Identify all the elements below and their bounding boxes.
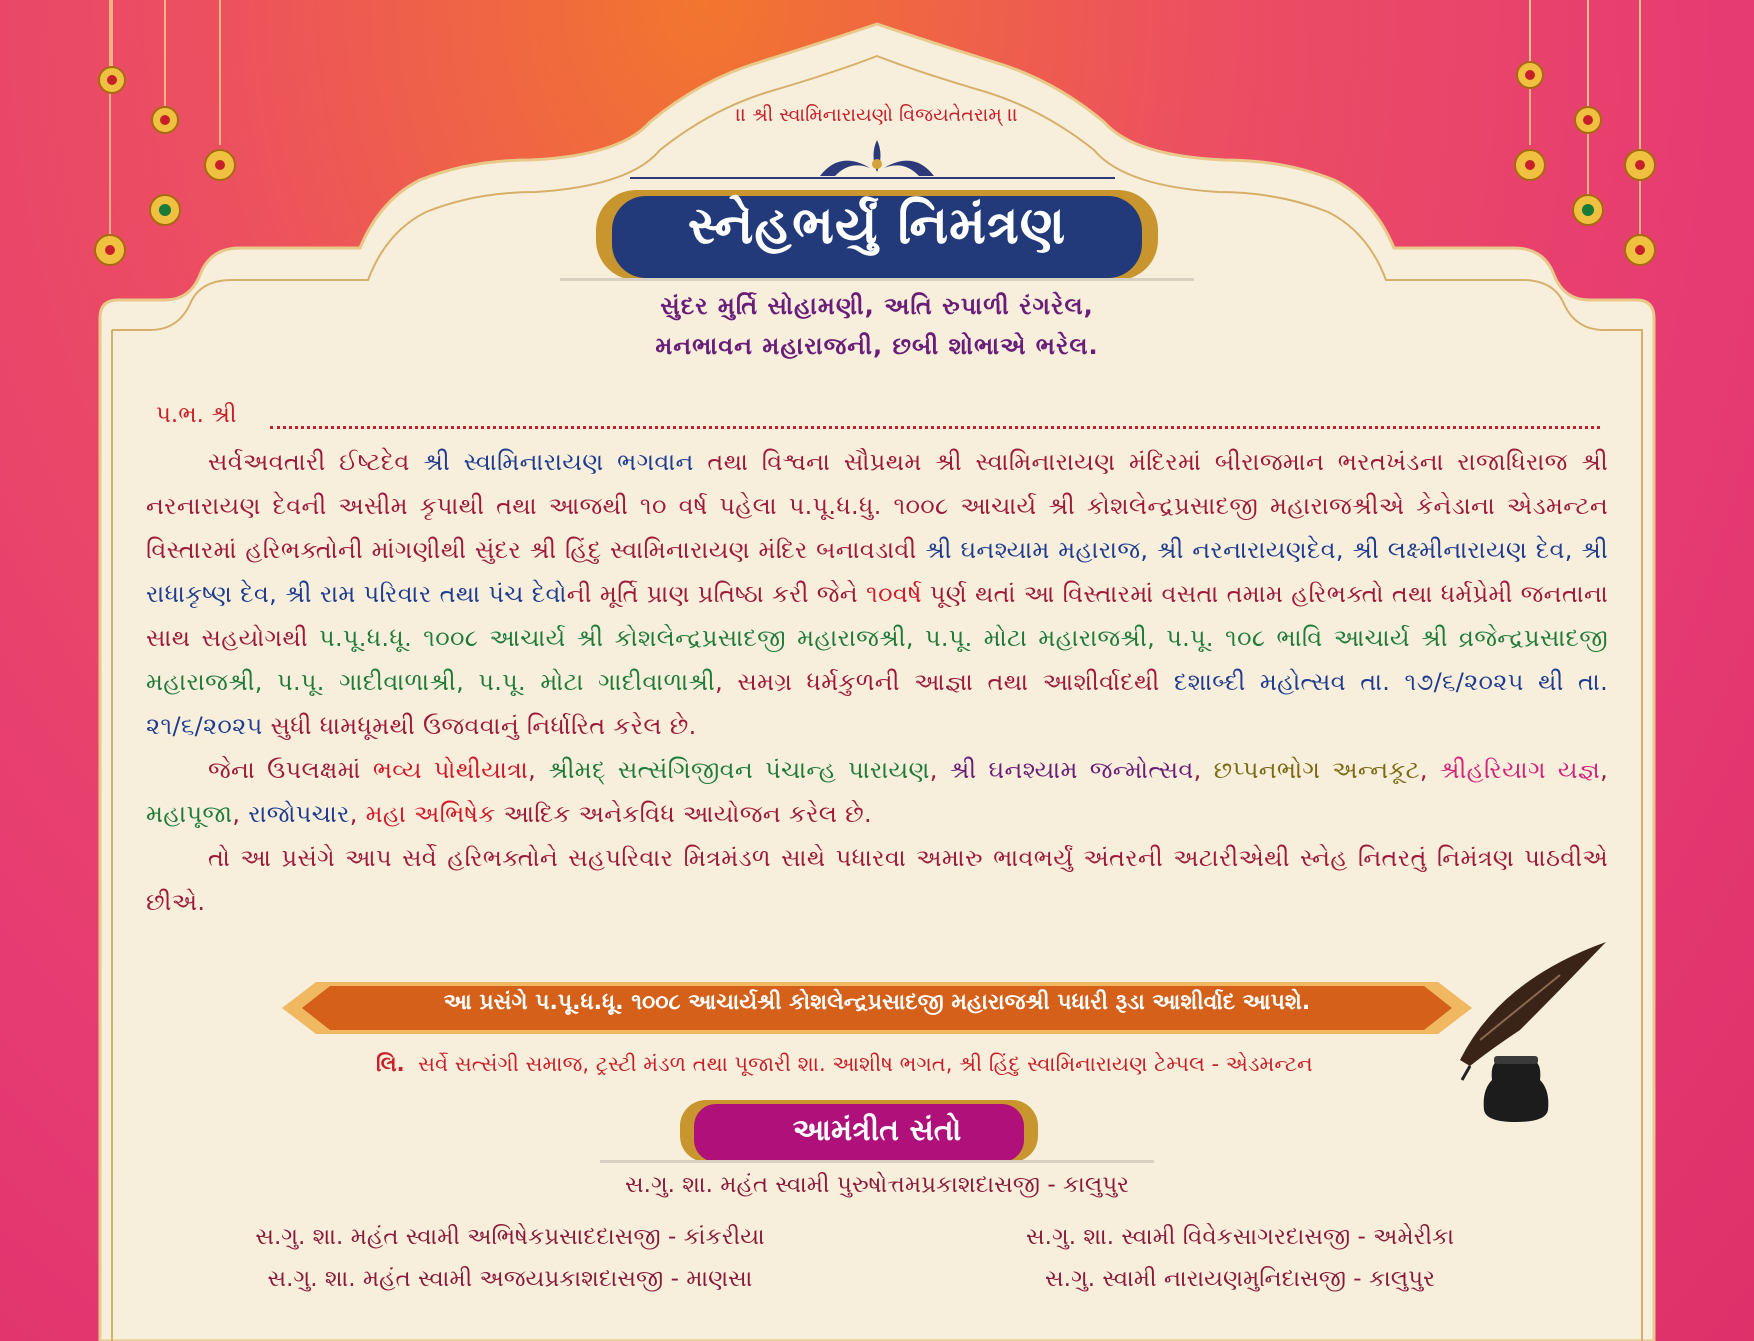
page-title: સ્નેહભર્યું નિમંત્રણ: [687, 196, 1067, 256]
saint-left-1: સ.ગુ. શા. મહંત સ્વામી અભિષેકપ્રસાદદાસજી - કાંકરીયા: [255, 1224, 765, 1250]
saints-title: આમંત્રીત સંતો: [792, 1113, 962, 1148]
paragraph-1: સર્વઅવતારી ઈષ્ટદેવ શ્રી સ્વામિનારાયણ ભગવાન તથા વિશ્વના સૌપ્રથમ શ્રી સ્વામિનારાયણ મંદિરમાં બીરાજમાન ભરતખંડના રાજાધિરાજ શ્રી નરનારાયણ દેવની અસીમ કૃપાથી તથા આજથી ૧૦ વર્ષ પહેલા પ.પૂ.ધ.ધુ. ૧૦૦૮ આચાર્ય શ્રી કોશલેન્દ્રપ્રસાદજી મહારાજશ્રીએ કેનેડાના એડમન્ટન વિસ્તારમાં હરિભક્તોની માંગણીથી સુંદર શ્રી હિંદુ સ્વામિનારાયણ મંદિર બનાવડાવી શ્રી ઘનશ્યામ મહારાજ, શ્રી નરનારાયણદેવ, શ્રી લક્ષ્મીનારાયણ દેવ, શ્રી રાધાકૃષ્ણ દેવ, શ્રી રામ પરિવાર તથા પંચ દેવોની મૂર્તિ પ્રાણ પ્રતિષ્ઠા કરી જેને ૧૦વર્ષ પૂર્ણ થતાં આ વિસ્તારમાં વસતા તમામ હરિભક્તો તથા ધર્મપ્રેમી જનતાના સાથ સહયોગથી પ.પૂ.ધ.ધૂ. ૧૦૦૮ આચાર્ય શ્રી કોશલેન્દ્રપ્રસાદજી મહારાજશ્રી, પ.પૂ. મોટા મહારાજશ્રી, પ.પૂ. ૧૦૮ ભાવિ આચાર્ય શ્રી વ્રજેન્દ્રપ્રસાદજી મહારાજશ્રી, પ.પૂ. ગાદીવાળાશ્રી, પ.પૂ. મોટા ગાદીવાળાશ્રી, સમગ્ર ધર્મકુળની આજ્ઞા તથા આશીર્વાદથી દશાબ્દી મહોત્સવ તા. ૧૭/૬/૨૦૨૫ થી તા. ૨૧/૬/૨૦૨૫ સુધી ધામધૂમથી ઉજવવાનું નિર્ધારિત કરેલ છે.: [146, 448, 1608, 740]
blessing-line: ।। શ્રી સ્વામિનારાયણો વિજયતેતરામ્ ।।: [736, 104, 1018, 126]
verse-line-2: મનભાવન મહારાજની, છબી શોભાએ ભરેલ.: [655, 332, 1099, 360]
address-dotted-line: [270, 426, 1600, 429]
verse-line-1: સુંદર મુર્તિ સોહામણી, અતિ રુપાળી રંગરેલ,: [660, 292, 1094, 320]
signature-text: સર્વે સત્સંગી સમાજ, ટ્રસ્ટી મંડળ તથા પૂજારી શા. આશીષ ભગત, શ્રી હિંદુ સ્વામિનારાયણ ટેમ્પલ - એડમન્ટન: [417, 1052, 1313, 1076]
blessing-banner: આ પ્રસંગે પ.પૂ.ધ.ધૂ. ૧૦૦૮ આચાર્યશ્રી કોશલેન્દ્રપ્રસાદજી મહારાજશ્રી પધારી રૂડા આશીર્વાદ આપશે.: [443, 990, 1311, 1015]
signature-line: [376, 1052, 1313, 1077]
saint-center: સ.ગુ. શા. મહંત સ્વામી પુરુષોત્તમપ્રકાશદાસજી - કાલુપુર: [624, 1172, 1130, 1198]
saint-left-2: સ.ગુ. શા. મહંત સ્વામી અજયપ્રકાશદાસજી - માણસા: [267, 1266, 753, 1292]
signature-prefix: લિ.: [376, 1052, 405, 1076]
saint-right-2: સ.ગુ. સ્વામી નારાયણમુનિદાસજી - કાલુપુર: [1045, 1266, 1435, 1292]
address-line: પ.ભ. શ્રી: [156, 402, 237, 428]
invitation-body: [146, 440, 1608, 924]
saint-right-1: સ.ગુ. શા. સ્વામી વિવેકસાગરદાસજી - અમેરીકા: [1025, 1224, 1455, 1250]
paragraph-2: જેના ઉપલક્ષમાં ભવ્ય પોથીયાત્રા, શ્રીમદ્ સત્સંગિજીવન પંચાન્હ પારાયણ, શ્રી ઘનશ્યામ જન્મોત્સવ, છપ્પનભોગ અન્નકૂટ, શ્રીહરિયાગ યજ્ઞ, મહાપૂજા, રાજોપચાર, મહા અભિષેક આદિક અનેકવિધ આયોજન કરેલ છે.: [146, 756, 1609, 828]
paragraph-3: તો આ પ્રસંગે આપ સર્વે હરિભક્તોને સહપરિવાર મિત્રમંડળ સાથે પધારવા અમારુ ભાવભર્યું અંતરની અટારીએથી સ્નેહ નિતરતું નિમંત્રણ પાઠવીએ છીએ.: [146, 844, 1608, 916]
